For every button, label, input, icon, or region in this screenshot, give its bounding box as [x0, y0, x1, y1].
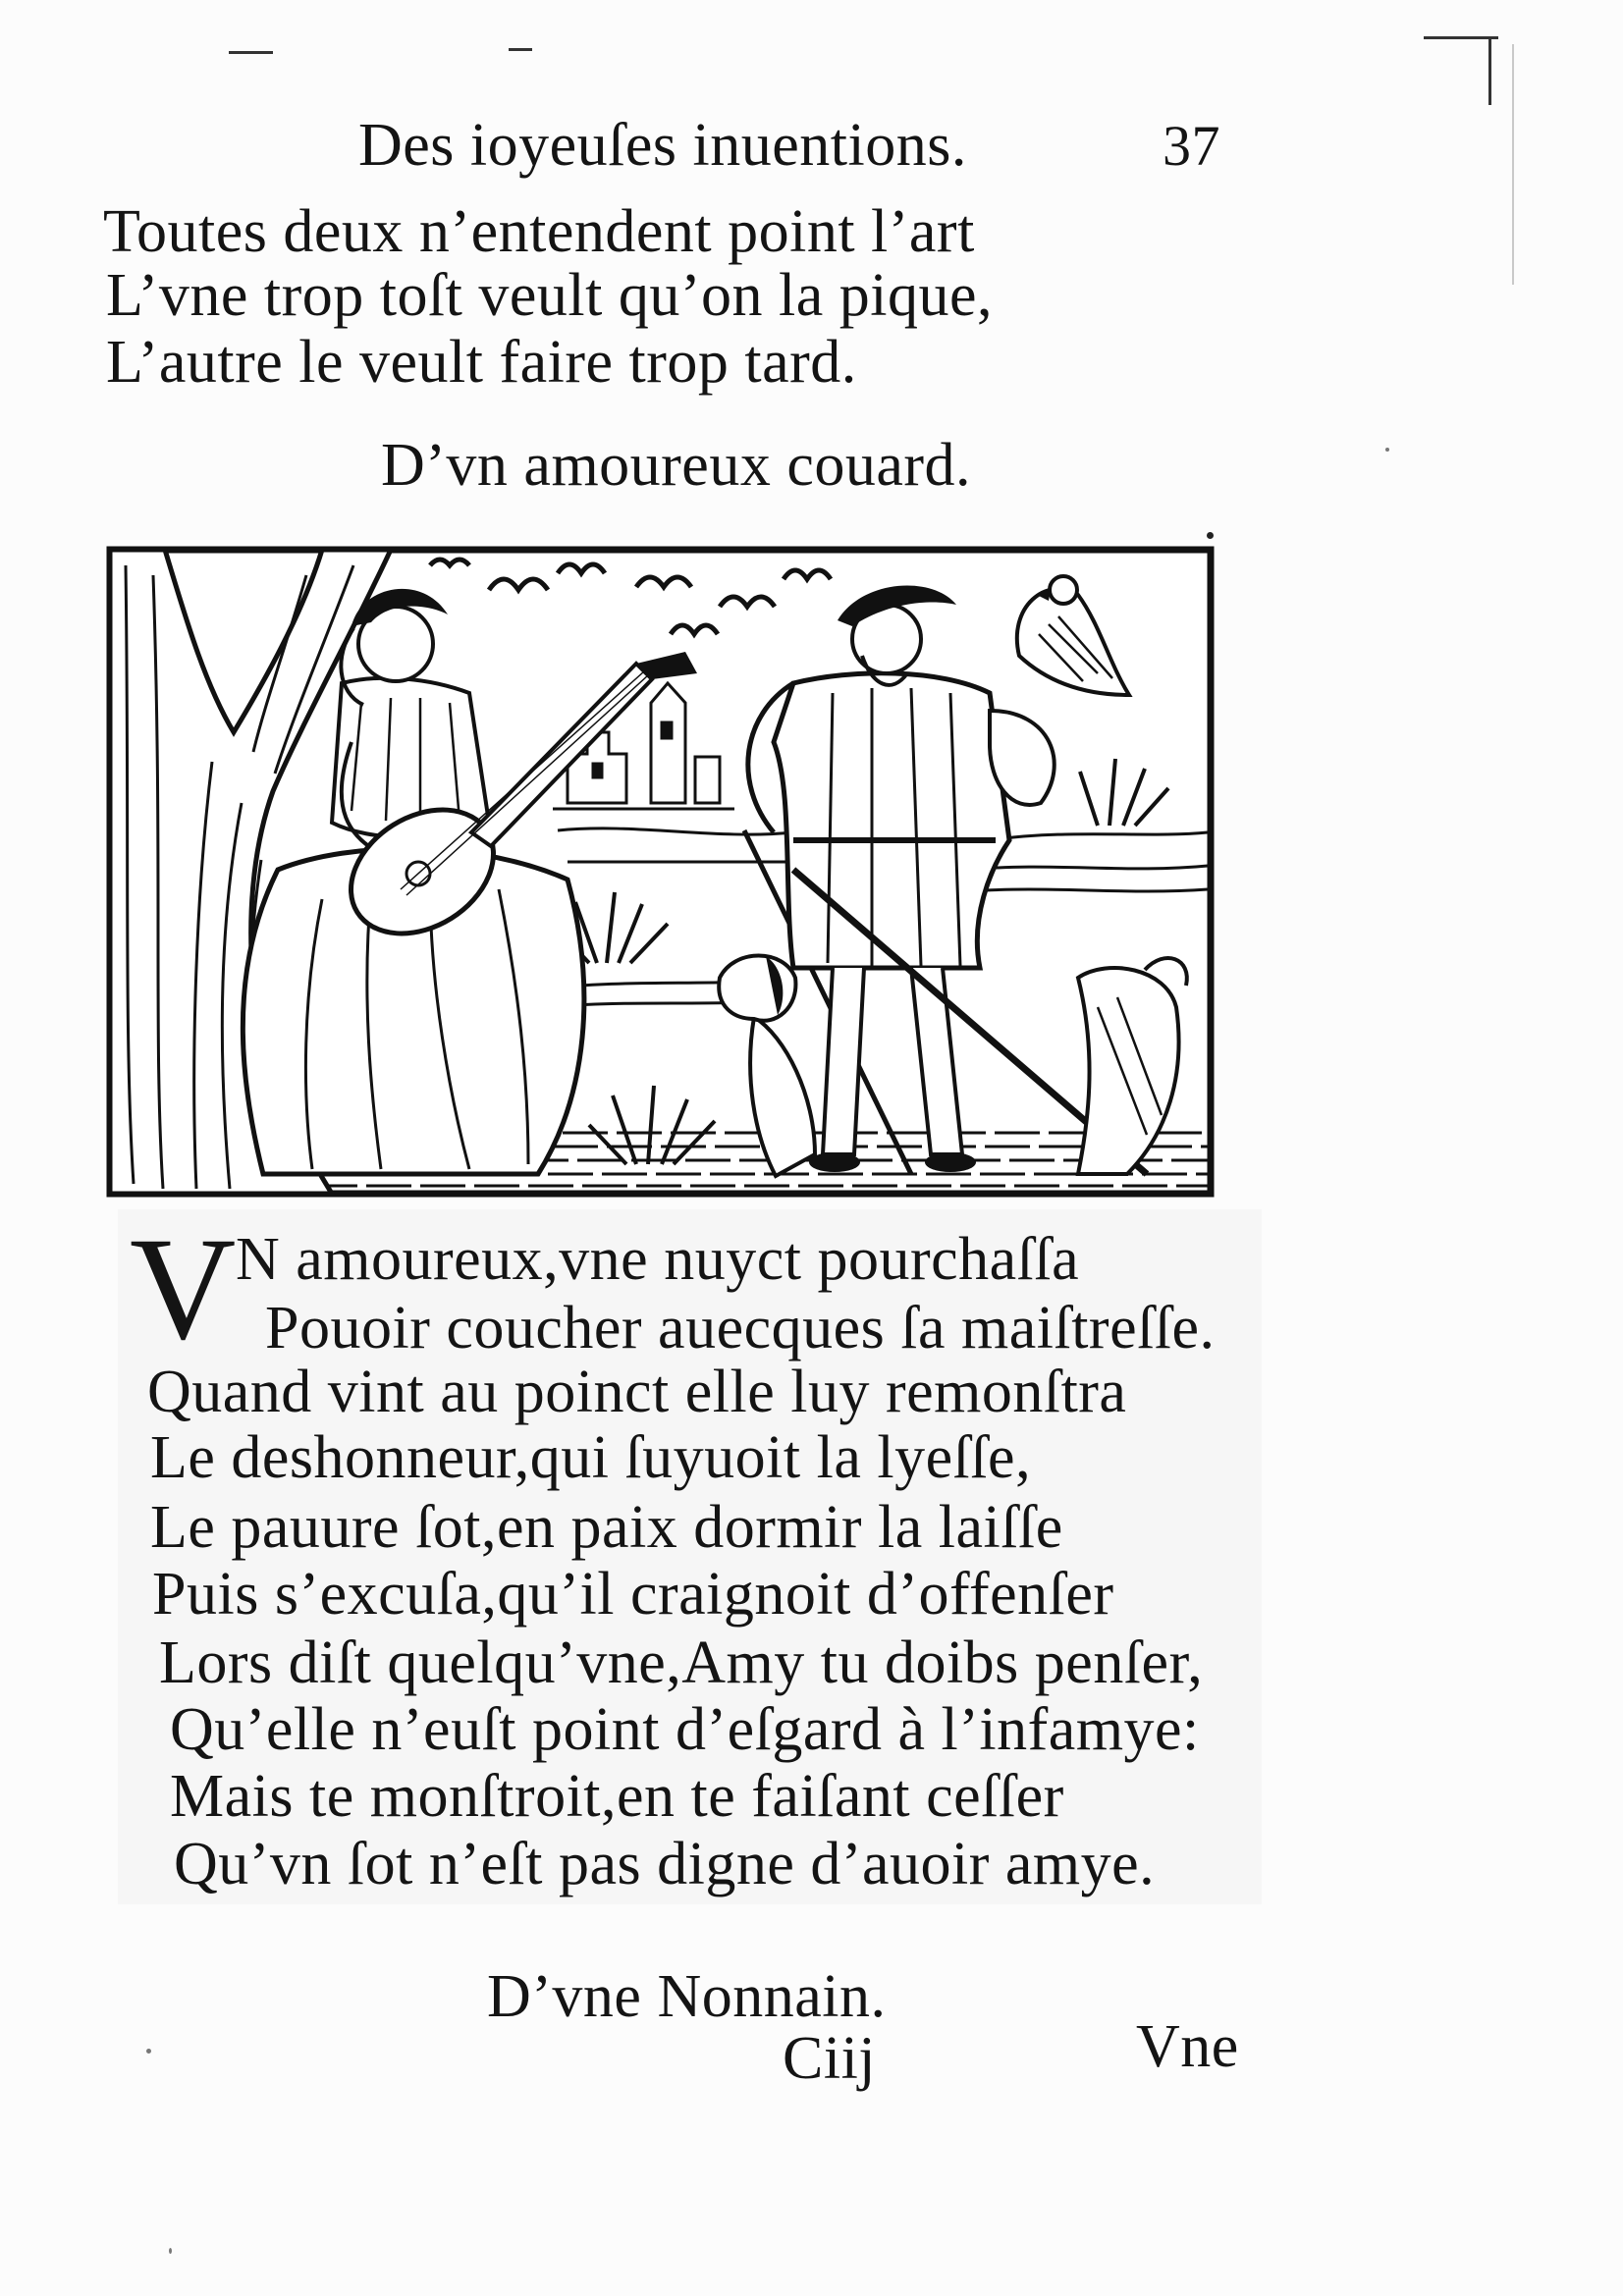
running-head: Des ioyeuſes inuentions.: [358, 112, 967, 179]
verse-line: Qu’vn ſot n’eſt pas digne d’auoir amye.: [174, 1831, 1156, 1897]
man-tunic: [774, 673, 1009, 968]
landscape-part: [970, 889, 1208, 891]
verse-line: Qu’elle n’euſt point d’eſgard à l’infamye:: [170, 1696, 1200, 1763]
verse-line: L’autre le veult faire trop tard.: [106, 329, 857, 396]
verse-line: Pouoir coucher auecques ſa maiſtreſſe.: [265, 1295, 1216, 1362]
verse-line: Le pauure ſot,en paix dormir la laiſſe: [150, 1494, 1063, 1561]
verse-line: Mais te monſtroit,en te faiſant ceſſer: [170, 1763, 1064, 1830]
castle-part: [651, 683, 685, 803]
printer-dot: [1207, 532, 1214, 539]
scan-speck: [146, 2049, 151, 2054]
verse-line: N amoureux,vne nuyct pourchaſſa: [236, 1226, 1080, 1293]
verse-line: Le deshonneur,qui ſuyuoit la lyeſſe,: [150, 1424, 1032, 1491]
catchword: Vne: [1136, 2013, 1239, 2080]
next-poem-title: D’vne Nonnain.: [487, 1963, 887, 2030]
scan-mark: [509, 48, 532, 51]
verse-line: L’vne trop toſt veult qu’on la pique,: [106, 262, 993, 329]
scan-mark: [1488, 36, 1491, 105]
signature-mark: Ciij: [783, 2025, 877, 2092]
hound-head: [719, 956, 795, 1021]
poem-title: D’vn amoureux couard.: [381, 432, 972, 499]
man-falconer-part: [925, 1152, 976, 1172]
verse-line: Lors diſt quelqu’vne,Amy tu doibs penſer,: [159, 1629, 1204, 1696]
verse-line: Puis s’excuſa,qu’il craignoit d’offenſer: [152, 1561, 1114, 1628]
verse-line: Quand vint au poinct elle luy remonſtra: [147, 1359, 1127, 1425]
castle-part: [662, 722, 672, 738]
verse-line: Toutes deux n’entendent point l’art: [103, 198, 975, 265]
page-number: 37: [1163, 114, 1220, 178]
falcon-head: [1050, 576, 1077, 604]
castle-part: [695, 757, 720, 803]
drop-cap: V: [130, 1207, 237, 1370]
scan-speck: [1385, 448, 1389, 452]
scan-mark: [229, 51, 273, 54]
castle-part: [593, 764, 602, 777]
scan-speck: [169, 2248, 172, 2254]
page-edge-line: [1512, 44, 1514, 285]
woodcut-illustration: [106, 546, 1215, 1198]
scan-mark: [1424, 36, 1498, 39]
